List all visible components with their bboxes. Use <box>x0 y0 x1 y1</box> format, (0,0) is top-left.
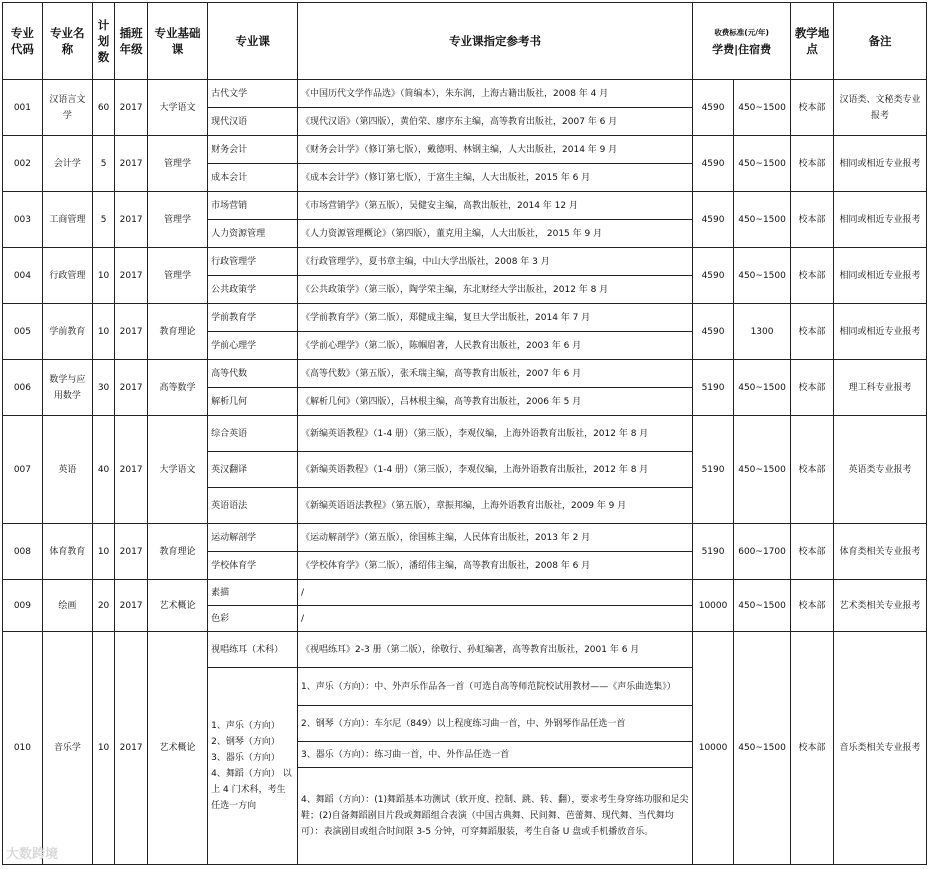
cell-course: 高等代数 <box>208 360 298 388</box>
cell-note: 艺术类相关专业报考 <box>834 580 927 632</box>
cell-tuition: 5190 <box>693 524 734 580</box>
cell-book: 《中国历代文学作品选》（简编本），朱东润，上海古籍出版社，2008 年 4 月 <box>298 80 693 108</box>
table-row <box>3 632 927 668</box>
cell-name: 数学与应用数学 <box>42 360 92 416</box>
cell-course: 财务会计 <box>208 136 298 164</box>
cell-plan: 10 <box>92 248 114 304</box>
cell-course: 现代汉语 <box>208 108 298 136</box>
cell-grade: 2017 <box>115 136 148 192</box>
cell-grade: 2017 <box>115 416 148 524</box>
cell-name: 汉语言文学 <box>42 80 92 136</box>
cell-course: 英汉翻译 <box>208 452 298 488</box>
cell-plan: 40 <box>92 416 114 524</box>
table-row <box>3 416 927 452</box>
cell-code: 006 <box>3 360 43 416</box>
cell-location: 校本部 <box>791 360 834 416</box>
cell-tuition: 4590 <box>693 192 734 248</box>
table-row <box>3 136 927 164</box>
cell-course: 公共政策学 <box>208 276 298 304</box>
cell-course: 1、声乐（方向） 2、钢琴（方向） 3、器乐（方向） 4、舞蹈（方向） 以上 4 门术科，考生任选一方向 <box>208 668 298 865</box>
cell-grade: 2017 <box>115 248 148 304</box>
cell-book: 2、钢琴（方向）：车尔尼（849）以上程度练习曲一首，中、外钢琴作品任选一首 <box>298 706 693 742</box>
cell-plan: 5 <box>92 136 114 192</box>
cell-course: 学前教育学 <box>208 304 298 332</box>
cell-tuition: 4590 <box>693 80 734 136</box>
cell-code: 008 <box>3 524 43 580</box>
cell-base: 管理学 <box>147 192 207 248</box>
cell-book: 《成本会计学》（修订第七版），于富生主编，人大出版社，2015 年 6 月 <box>298 164 693 192</box>
cell-book: 3、器乐（方向）：练习曲一首，中、外作品任选一首 <box>298 742 693 768</box>
fee-subtitle: 学费|住宿费 <box>712 42 772 56</box>
cell-name: 行政管理 <box>42 248 92 304</box>
cell-code: 009 <box>3 580 43 632</box>
col-header-books: 专业课指定参考书 <box>298 3 693 80</box>
cell-book: 《运动解剖学》（第五版），徐国栋主编，人民体育出版社，2013 年 2 月 <box>298 524 693 552</box>
cell-course: 视唱练耳（术科） <box>208 632 298 668</box>
cell-location: 校本部 <box>791 580 834 632</box>
cell-book: 《学前教育学》（第二版），郑健成主编，复旦大学出版社，2014 年 7 月 <box>298 304 693 332</box>
cell-code: 003 <box>3 192 43 248</box>
col-header-base-course: 专业基础课 <box>147 3 207 80</box>
cell-name: 英语 <box>42 416 92 524</box>
cell-book: 1、声乐（方向）：中、外声乐作品各一首（可选自高等师范院校试用教材——《声乐曲选集》） <box>298 668 693 706</box>
col-header-course: 专业课 <box>208 3 298 80</box>
cell-book: 《行政管理学》，夏书章主编，中山大学出版社，2008 年 3 月 <box>298 248 693 276</box>
cell-course: 素描 <box>208 580 298 606</box>
cell-course: 古代文学 <box>208 80 298 108</box>
col-header-fee <box>693 3 791 80</box>
cell-note: 英语类专业报考 <box>834 416 927 524</box>
cell-book: 《高等代数》（第五版），张禾瑞主编，高等教育出版社，2007 年 6 月 <box>298 360 693 388</box>
cell-plan: 10 <box>92 632 114 865</box>
cell-base: 大学语文 <box>147 416 207 524</box>
cell-course: 市场营销 <box>208 192 298 220</box>
cell-code: 004 <box>3 248 43 304</box>
cell-note: 相同或相近专业报考 <box>834 248 927 304</box>
cell-base: 教育理论 <box>147 524 207 580</box>
cell-dorm: 450~1500 <box>733 632 790 865</box>
cell-plan: 20 <box>92 580 114 632</box>
cell-book: / <box>298 606 693 632</box>
cell-book: 《新编英语语法教程》（第五版），章振邦编，上海外语教育出版社，2009 年 9 月 <box>298 488 693 524</box>
cell-book: 《市场营销学》（第五版），吴健安主编，高教出版社，2014 年 12 月 <box>298 192 693 220</box>
cell-grade: 2017 <box>115 192 148 248</box>
cell-course: 运动解剖学 <box>208 524 298 552</box>
cell-course: 人力资源管理 <box>208 220 298 248</box>
cell-book: / <box>298 580 693 606</box>
cell-location: 校本部 <box>791 632 834 865</box>
cell-grade: 2017 <box>115 304 148 360</box>
cell-course: 解析几何 <box>208 388 298 416</box>
cell-base: 大学语文 <box>147 80 207 136</box>
cell-name: 学前教育 <box>42 304 92 360</box>
cell-book: 《人力资源管理概论》（第四版），董克用主编，人大出版社， 2015 年 9 月 <box>298 220 693 248</box>
cell-tuition: 5190 <box>693 360 734 416</box>
cell-grade: 2017 <box>115 524 148 580</box>
cell-name: 绘画 <box>42 580 92 632</box>
cell-tuition: 4590 <box>693 304 734 360</box>
cell-book: 《公共政策学》（第三版），陶学荣主编，东北财经大学出版社，2012 年 8 月 <box>298 276 693 304</box>
cell-course: 学校体育学 <box>208 552 298 580</box>
cell-base: 艺术概论 <box>147 632 207 865</box>
cell-name: 工商管理 <box>42 192 92 248</box>
cell-location: 校本部 <box>791 416 834 524</box>
cell-base: 高等数学 <box>147 360 207 416</box>
cell-course: 色彩 <box>208 606 298 632</box>
cell-base: 艺术概论 <box>147 580 207 632</box>
table-row <box>3 524 927 552</box>
table-row <box>3 580 927 606</box>
cell-course: 学前心理学 <box>208 332 298 360</box>
cell-dorm: 450~1500 <box>733 248 790 304</box>
cell-tuition: 10000 <box>693 632 734 865</box>
cell-base: 管理学 <box>147 136 207 192</box>
cell-course: 综合英语 <box>208 416 298 452</box>
cell-dorm: 450~1500 <box>733 192 790 248</box>
cell-note: 相同或相近专业报考 <box>834 304 927 360</box>
cell-grade: 2017 <box>115 360 148 416</box>
cell-location: 校本部 <box>791 524 834 580</box>
cell-note: 相同或相近专业报考 <box>834 136 927 192</box>
cell-dorm: 450~1500 <box>733 136 790 192</box>
cell-grade: 2017 <box>115 580 148 632</box>
cell-name: 音乐学 <box>42 632 92 865</box>
cell-dorm: 600~1700 <box>733 524 790 580</box>
cell-code: 001 <box>3 80 43 136</box>
cell-tuition: 4590 <box>693 248 734 304</box>
col-header-location: 教学地点 <box>791 3 834 80</box>
table-row <box>3 360 927 388</box>
cell-grade: 2017 <box>115 80 148 136</box>
cell-book: 《新编英语教程》（1-4 册）（第三版），李观仪编，上海外语教育出版社，2012 年 8 月 <box>298 452 693 488</box>
cell-dorm: 450~1500 <box>733 360 790 416</box>
watermark: 大数跨境 <box>6 847 59 862</box>
cell-course: 成本会计 <box>208 164 298 192</box>
fee-title: 收费标准(元/年) <box>714 27 769 37</box>
cell-dorm: 450~1500 <box>733 416 790 524</box>
col-header-code: 专业代码 <box>3 3 43 80</box>
cell-name: 体育教育 <box>42 524 92 580</box>
cell-book: 《新编英语教程》（1-4 册）（第三版），李观仪编，上海外语教育出版社，2012 年 8 月 <box>298 416 693 452</box>
table-row <box>3 80 927 108</box>
cell-plan: 60 <box>92 80 114 136</box>
cell-base: 管理学 <box>147 248 207 304</box>
cell-note: 汉语类、文秘类专业报考 <box>834 80 927 136</box>
col-header-grade: 插班年级 <box>115 3 148 80</box>
cell-dorm: 450~1500 <box>733 80 790 136</box>
col-header-plan: 计划数 <box>92 3 114 80</box>
admission-table <box>2 2 927 865</box>
cell-plan: 5 <box>92 192 114 248</box>
cell-location: 校本部 <box>791 80 834 136</box>
cell-plan: 10 <box>92 524 114 580</box>
cell-tuition: 4590 <box>693 136 734 192</box>
cell-dorm: 450~1500 <box>733 580 790 632</box>
music-section <box>3 632 927 865</box>
cell-location: 校本部 <box>791 304 834 360</box>
cell-code: 002 <box>3 136 43 192</box>
cell-location: 校本部 <box>791 192 834 248</box>
cell-note: 相同或相近专业报考 <box>834 192 927 248</box>
col-header-name: 专业名称 <box>42 3 92 80</box>
cell-plan: 10 <box>92 304 114 360</box>
table-row <box>3 304 927 332</box>
cell-book: 《学前心理学》（第二版），陈帼眉著，人民教育出版社，2003 年 6 月 <box>298 332 693 360</box>
cell-code: 007 <box>3 416 43 524</box>
cell-course: 英语语法 <box>208 488 298 524</box>
cell-book: 《解析几何》（第四版），吕林根主编，高等教育出版社，2006 年 5 月 <box>298 388 693 416</box>
cell-note: 体育类相关专业报考 <box>834 524 927 580</box>
cell-book: 4、舞蹈（方向）：(1)舞蹈基本功测试（软开度、控制、跳、转、翻），要求考生身穿练功服和足尖鞋；(2)自备舞蹈剧目片段或舞蹈组合表演（中国古典舞、民间舞、芭蕾舞、现代舞、当代舞均可）：表演剧目或组合时间限 3-5 分钟，可穿舞蹈服装，考生自备 U 盘或手机播放音乐。 <box>298 768 693 865</box>
cell-base: 教育理论 <box>147 304 207 360</box>
table-body <box>3 80 927 632</box>
cell-book: 《学校体育学》（第二版），潘绍伟主编，高等教育出版社，2008 年 6 月 <box>298 552 693 580</box>
cell-code: 005 <box>3 304 43 360</box>
cell-tuition: 10000 <box>693 580 734 632</box>
cell-dorm: 1300 <box>733 304 790 360</box>
cell-plan: 30 <box>92 360 114 416</box>
cell-name: 会计学 <box>42 136 92 192</box>
cell-book: 《现代汉语》（第四版），黄伯荣、廖序东主编，高等教育出版社，2007 年 6 月 <box>298 108 693 136</box>
cell-book: 《视唱练耳》2-3 册（第二版），徐敬行、孙虹编著，高等教育出版社，2001 年 6 月 <box>298 632 693 668</box>
header-row <box>3 3 927 80</box>
cell-tuition: 5190 <box>693 416 734 524</box>
cell-note: 理工科专业报考 <box>834 360 927 416</box>
table-row <box>3 192 927 220</box>
cell-course: 行政管理学 <box>208 248 298 276</box>
cell-grade: 2017 <box>115 632 148 865</box>
col-header-note: 备注 <box>834 3 927 80</box>
cell-location: 校本部 <box>791 248 834 304</box>
table-row <box>3 248 927 276</box>
cell-code: 010 <box>3 632 43 865</box>
cell-location: 校本部 <box>791 136 834 192</box>
cell-book: 《财务会计学》（修订第七版），戴德明、林钢主编，人大出版社，2014 年 9 月 <box>298 136 693 164</box>
cell-note: 音乐类相关专业报考 <box>834 632 927 865</box>
